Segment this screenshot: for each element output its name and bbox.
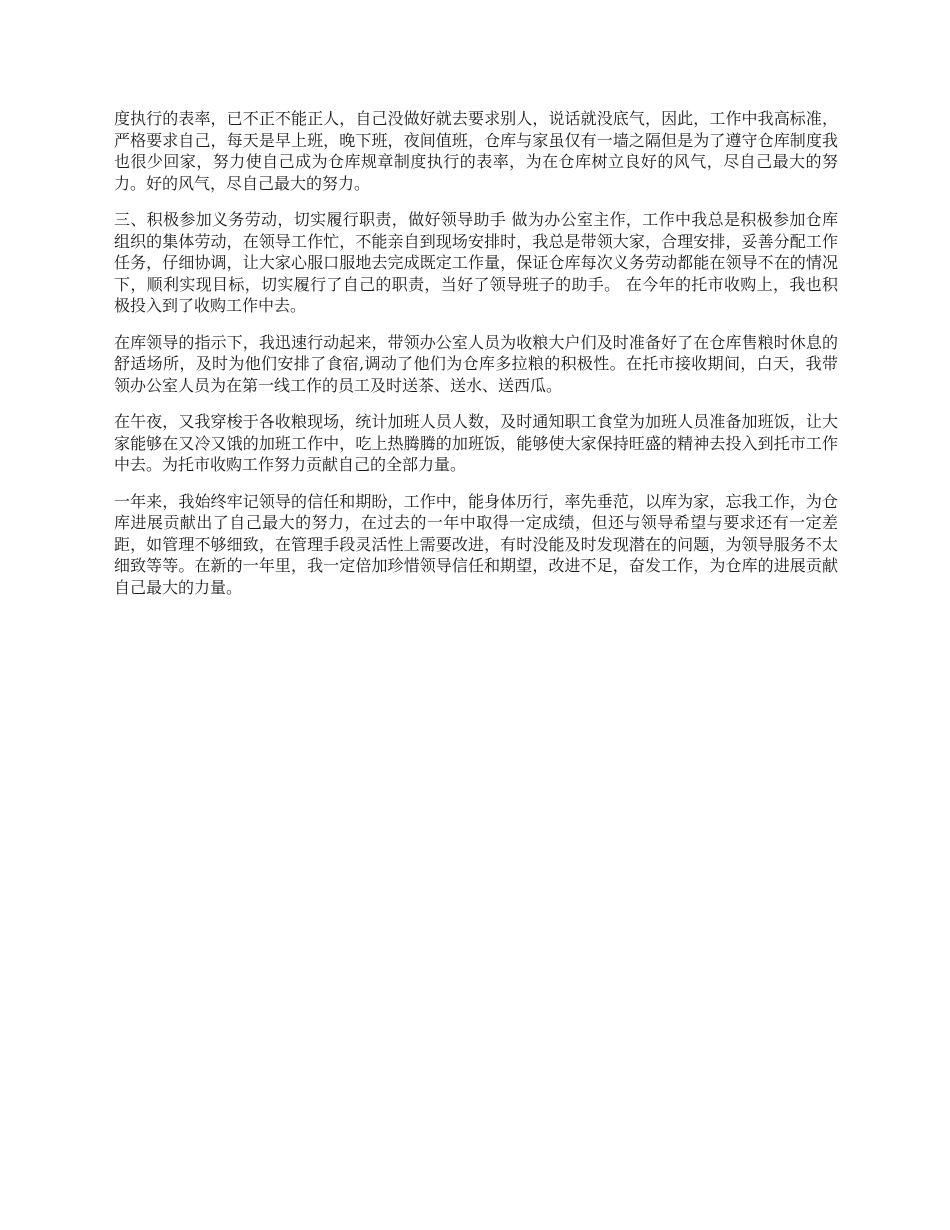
- paragraph-2: 三、积极参加义务劳动，切实履行职责，做好领导助手 做为办公室主作，工作中我总是积极参加仓库组织的集体劳动，在领导工作忙，不能亲自到现场安排时，我总是带领大家，合理安排，妥善分配工作任务，仔细协调，让大家心服口服地去完成既定工作量，保证仓库每次义务劳动都能在领导不在的情况下，顺利实现目标，切实履行了自己的职责，当好了领导班子的助手。 在今年的托市收购上，我也积极投入到了收购工作中去。: [114, 210, 838, 315]
- paragraph-5: 一年来，我始终牢记领导的信任和期盼，工作中，能身体历行，率先垂范，以库为家，忘我工作，为仓库进展贡献出了自己最大的努力，在过去的一年中取得一定成绩，但还与领导希望与要求还有一定差距，如管理不够细致，在管理手段灵活性上需要改进，有时没能及时发现潜在的问题，为领导服务不太细致等等。在新的一年里，我一定倍加珍惜领导信任和期望，改进不足，奋发工作，为仓库的进展贡献自己最大的力量。: [114, 491, 838, 597]
- document-page: [114, 108, 838, 613]
- paragraph-1: 度执行的表率，已不正不能正人，自己没做好就去要求别人，说话就没底气，因此，工作中我高标准，严格要求自己，每天是早上班，晚下班，夜间值班，仓库与家虽仅有一墙之隔但是为了遵守仓库制度我也很少回家，努力使自己成为仓库规章制度执行的表率，为在仓库树立良好的风气，尽自己最大的努力。好的风气，尽自己最大的努力。: [114, 109, 838, 193]
- paragraph-4: 在午夜，又我穿梭于各收粮现场，统计加班人员人数，及时通知职工食堂为加班人员准备加班饭，让大家能够在又冷又饿的加班工作中，吃上热腾腾的加班饭，能够使大家保持旺盛的精神去投入到托市工作中去。为托市收购工作努力贡献自己的全部力量。: [114, 412, 838, 474]
- paragraph-3: 在库领导的指示下，我迅速行动起来，带领办公室人员为收粮大户们及时准备好了在仓库售粮时休息的舒适场所，及时为他们安排了食宿,调动了他们为仓库多拉粮的积极性。在托市接收期间，白天，我带领办公室人员为在第一线工作的员工及时送茶、送水、送西瓜。: [114, 332, 838, 395]
